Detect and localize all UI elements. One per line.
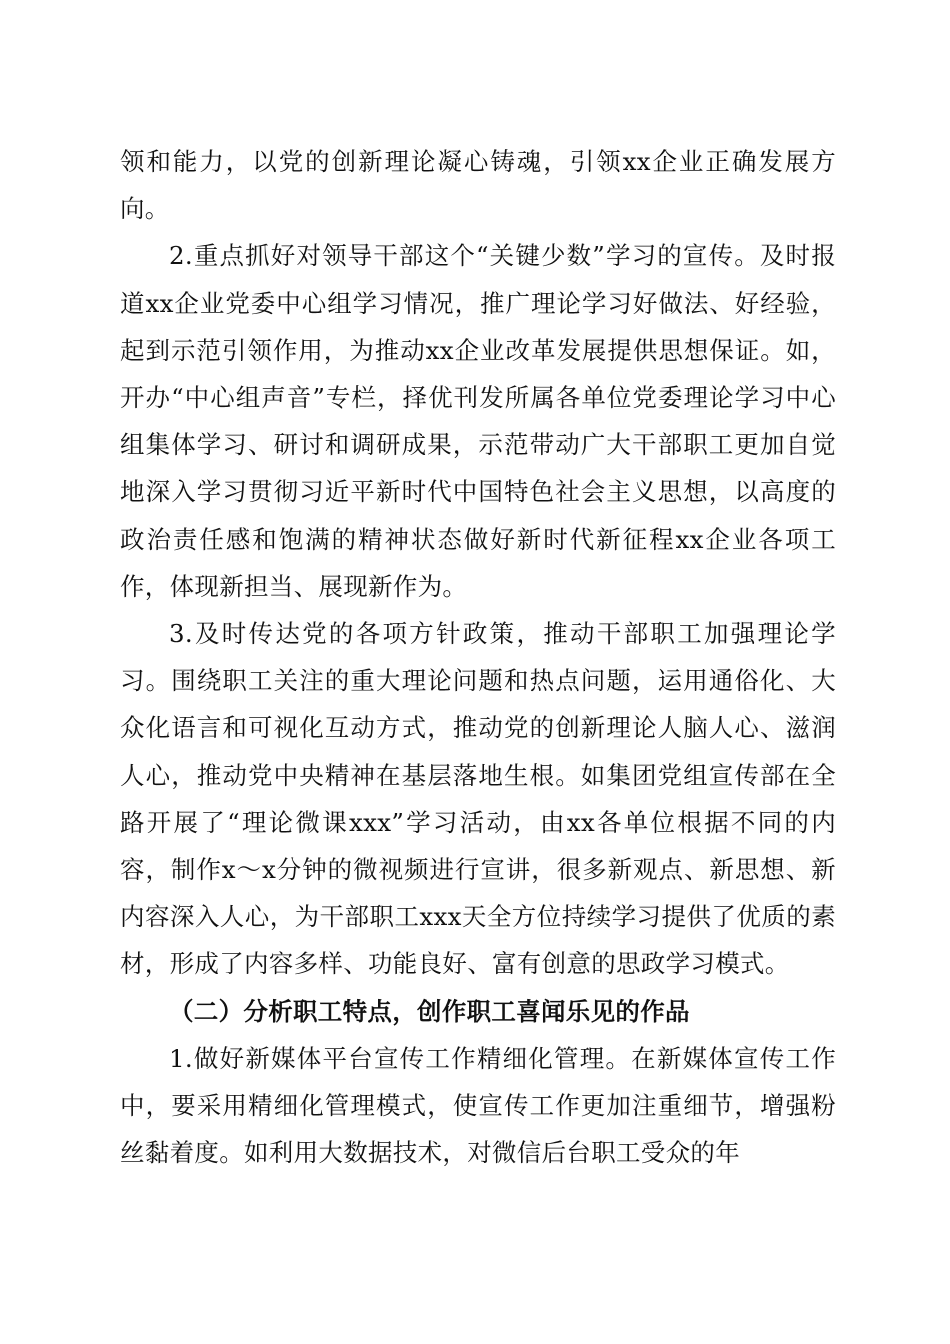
- paragraph-item-1: 1.做好新媒体平台宣传工作精细化管理。在新媒体宣传工作中，要采用精细化管理模式，使宣传工作更加注重细节，增强粉丝黏着度。如利用大数据技术，对微信后台职工受众的年: [120, 1043, 836, 1168]
- paragraph-item-2: 2.重点抓好对领导干部这个“关键少数”学习的宣传。及时报道xx企业党委中心组学习情况，推广理论学习好做法、好经验，起到示范引领作用，为推动xx企业改革发展提供思想保证。如，开办“中心组声音”专栏，择优刊发所属各单位党委理论学习中心组集体学习、研讨和调研成果，示范带动广大干部职工更加自觉地深入学习贯彻习近平新时代中国特色社会主义思想，以高度的政治责任感和饱满的精神状态做好新时代新征程xx企业各项工作，体现新担当、展现新作为。: [120, 241, 836, 601]
- paragraph-continued: 领和能力，以党的创新理论凝心铸魂，引领xx企业正确发展方向。: [120, 147, 836, 224]
- section-heading: （二）分析职工特点，创作职工喜闻乐见的作品: [169, 996, 690, 1026]
- paragraph-item-3: 3.及时传达党的各项方针政策，推动干部职工加强理论学习。围绕职工关注的重大理论问题和热点问题，运用通俗化、大众化语言和可视化互动方式，推动党的创新理论人脑人心、滋润人心，推动党中央精神在基层落地生根。如集团党组宣传部在全路开展了“理论微课xxx”学习活动，由xx各单位根据不同的内容，制作x～x分钟的微视频进行宣讲，很多新观点、新思想、新内容深入人心，为干部职工xxx天全方位持续学习提供了优质的素材，形成了内容多样、功能良好、富有创意的思政学习模式。: [120, 619, 836, 979]
- document-page: [120, 138, 836, 1176]
